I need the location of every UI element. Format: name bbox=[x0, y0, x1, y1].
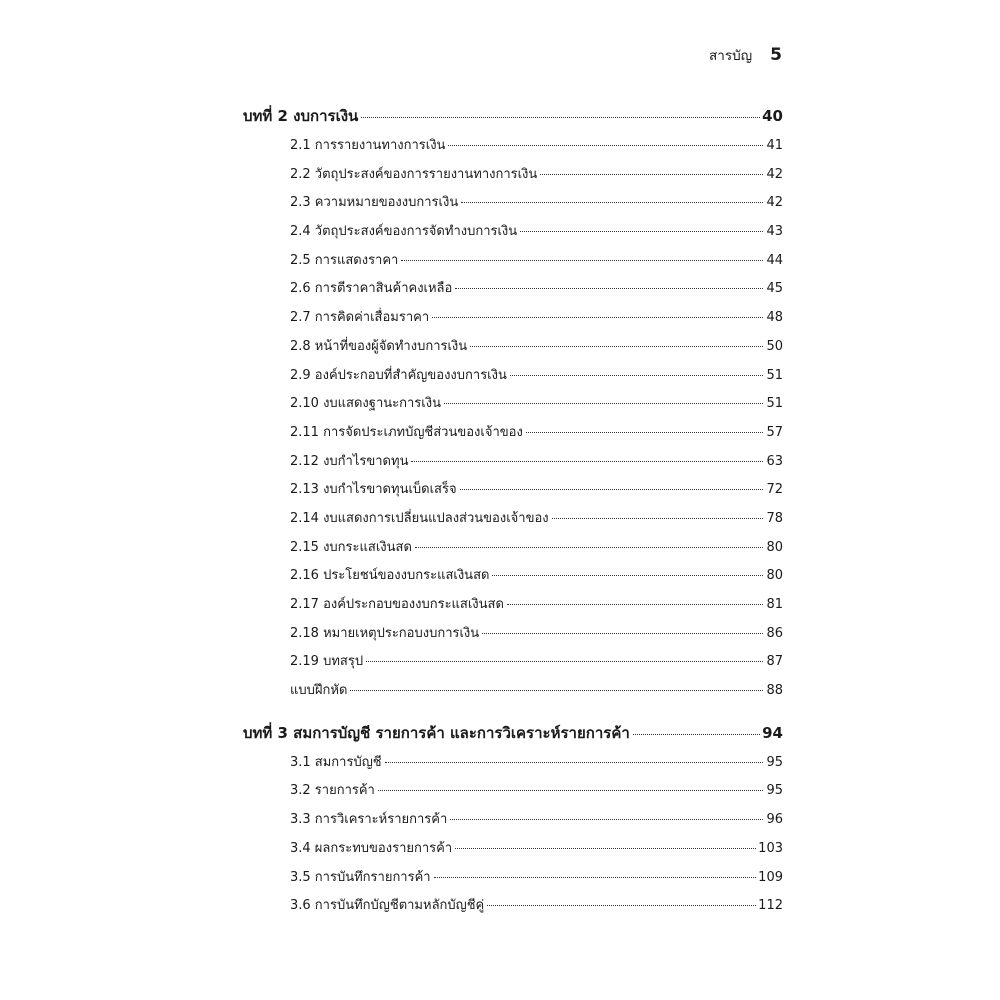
toc-entry bbox=[243, 536, 783, 565]
entry-page: 78 bbox=[766, 510, 783, 526]
entry-page: 81 bbox=[766, 597, 783, 612]
dot-leader bbox=[455, 848, 756, 849]
entry-label: 2.18 หมายเหตุประกอบงบการเงิน bbox=[290, 625, 480, 641]
toc-entry bbox=[243, 837, 783, 866]
entry-label: แบบฝึกหัด bbox=[290, 683, 348, 699]
entry-label: 2.1 การรายงานทางการเงิน bbox=[290, 138, 446, 153]
entry-label: 2.3 ความหมายของงบการเงิน bbox=[290, 195, 459, 211]
entry-page: 63 bbox=[766, 453, 783, 469]
dot-leader bbox=[401, 260, 763, 261]
entry-label: 2.9 องค์ประกอบที่สำคัญของงบการเงิน bbox=[290, 367, 507, 383]
entry-page: 50 bbox=[766, 338, 783, 354]
entry-label: 2.19 บทสรุป bbox=[290, 654, 364, 670]
header-page-number: 5 bbox=[770, 45, 782, 65]
toc-entry bbox=[243, 450, 783, 479]
chapter-2-entries bbox=[243, 134, 783, 708]
entry-label: 3.1 สมการบัญชี bbox=[290, 754, 382, 770]
entry-page: 109 bbox=[758, 869, 783, 885]
dot-leader bbox=[450, 819, 763, 820]
toc-entry bbox=[243, 564, 783, 593]
entry-page: 41 bbox=[766, 138, 783, 153]
dot-leader bbox=[415, 547, 763, 548]
dot-leader bbox=[460, 489, 763, 490]
entry-label: 2.7 การคิดค่าเสื่อมราคา bbox=[290, 310, 430, 326]
entry-label: 3.4 ผลกระทบของรายการค้า bbox=[290, 840, 453, 856]
entry-page: 88 bbox=[766, 683, 783, 699]
entry-page: 51 bbox=[766, 396, 783, 412]
dot-leader bbox=[350, 690, 763, 691]
toc-entry bbox=[243, 478, 783, 507]
chapter-page: 94 bbox=[762, 723, 783, 742]
entry-page: 96 bbox=[766, 812, 783, 828]
chapter-3-entries bbox=[243, 751, 783, 923]
page-header bbox=[709, 44, 782, 72]
dot-leader bbox=[540, 174, 763, 175]
entry-label: 3.5 การบันทึกรายการค้า bbox=[290, 869, 431, 885]
toc-entry bbox=[243, 163, 783, 192]
dot-leader bbox=[507, 604, 763, 605]
dot-leader bbox=[361, 117, 760, 118]
entry-label: 3.6 การบันทึกบัญชีตามหลักบัญชีคู่ bbox=[290, 898, 485, 914]
dot-leader bbox=[492, 575, 763, 576]
entry-page: 80 bbox=[766, 568, 783, 584]
entry-label: 3.3 การวิเคราะห์รายการค้า bbox=[290, 812, 448, 828]
dot-leader bbox=[520, 231, 763, 232]
dot-leader bbox=[366, 661, 763, 662]
entry-page: 72 bbox=[766, 482, 783, 498]
entry-label: 2.12 งบกำไรขาดทุน bbox=[290, 453, 409, 469]
toc-entry bbox=[243, 779, 783, 808]
toc-entry bbox=[243, 894, 783, 923]
entry-label: 3.2 รายการค้า bbox=[290, 783, 375, 799]
toc-entry bbox=[243, 751, 783, 780]
header-title: สารบัญ bbox=[709, 48, 753, 64]
entry-page: 103 bbox=[758, 840, 783, 856]
toc-entry bbox=[243, 593, 783, 622]
dot-leader bbox=[633, 734, 760, 735]
toc-entry bbox=[243, 622, 783, 651]
entry-label: 2.15 งบกระแสเงินสด bbox=[290, 539, 412, 555]
entry-page: 48 bbox=[766, 310, 783, 326]
toc-entry bbox=[243, 866, 783, 895]
dot-leader bbox=[461, 202, 763, 203]
dot-leader bbox=[432, 317, 763, 318]
toc-entry bbox=[243, 507, 783, 536]
entry-page: 95 bbox=[766, 754, 783, 770]
table-of-contents bbox=[243, 104, 783, 923]
toc-entry bbox=[243, 808, 783, 837]
toc-entry bbox=[243, 277, 783, 306]
toc-entry bbox=[243, 249, 783, 278]
dot-leader bbox=[411, 461, 763, 462]
dot-leader bbox=[448, 145, 763, 146]
dot-leader bbox=[434, 877, 757, 878]
entry-label: 2.14 งบแสดงการเปลี่ยนแปลงส่วนของเจ้าของ bbox=[290, 510, 549, 526]
entry-label: 2.16 ประโยชน์ของงบกระแสเงินสด bbox=[290, 568, 490, 584]
entry-page: 112 bbox=[758, 898, 783, 914]
chapter-spacer bbox=[243, 708, 783, 721]
entry-page: 86 bbox=[766, 625, 783, 641]
dot-leader bbox=[487, 905, 756, 906]
entry-page: 80 bbox=[766, 539, 783, 555]
entry-label: 2.17 องค์ประกอบของงบกระแสเงินสด bbox=[290, 597, 504, 612]
toc-entry bbox=[243, 220, 783, 249]
entry-page: 57 bbox=[766, 424, 783, 440]
entry-label: 2.2 วัตถุประสงค์ของการรายงานทางการเงิน bbox=[290, 166, 538, 182]
dot-leader bbox=[510, 375, 763, 376]
toc-entry bbox=[243, 392, 783, 421]
dot-leader bbox=[455, 288, 763, 289]
entry-label: 2.6 การตีราคาสินค้าคงเหลือ bbox=[290, 281, 453, 297]
toc-entry bbox=[243, 421, 783, 450]
toc-entry bbox=[243, 134, 783, 163]
entry-label: 2.10 งบแสดงฐานะการเงิน bbox=[290, 396, 441, 412]
toc-entry bbox=[243, 650, 783, 679]
entry-label: 2.8 หน้าที่ของผู้จัดทำงบการเงิน bbox=[290, 338, 468, 354]
toc-entry bbox=[243, 306, 783, 335]
dot-leader bbox=[526, 432, 763, 433]
entry-label: 2.5 การแสดงราคา bbox=[290, 252, 399, 268]
entry-page: 44 bbox=[766, 252, 783, 268]
entry-page: 87 bbox=[766, 654, 783, 670]
dot-leader bbox=[482, 633, 763, 634]
chapter-title: บทที่ 2 งบการเงิน bbox=[243, 107, 359, 125]
toc-entry bbox=[243, 364, 783, 393]
entry-page: 45 bbox=[766, 281, 783, 297]
toc-entry bbox=[243, 191, 783, 220]
entry-label: 2.11 การจัดประเภทบัญชีส่วนของเจ้าของ bbox=[290, 424, 523, 440]
entry-label: 2.13 งบกำไรขาดทุนเบ็ดเสร็จ bbox=[290, 482, 457, 498]
entry-label: 2.4 วัตถุประสงค์ของการจัดทำงบการเงิน bbox=[290, 224, 518, 240]
entry-page: 43 bbox=[766, 224, 783, 240]
dot-leader bbox=[385, 762, 763, 763]
toc-entry bbox=[243, 679, 783, 708]
entry-page: 95 bbox=[766, 783, 783, 799]
entry-page: 51 bbox=[766, 367, 783, 383]
chapter-2-heading bbox=[243, 104, 783, 134]
entry-page: 42 bbox=[766, 166, 783, 182]
chapter-3-heading bbox=[243, 721, 783, 751]
dot-leader bbox=[378, 790, 763, 791]
dot-leader bbox=[444, 403, 763, 404]
entry-page: 42 bbox=[766, 195, 783, 211]
dot-leader bbox=[552, 518, 763, 519]
chapter-title: บทที่ 3 สมการบัญชี รายการค้า และการวิเคราะห์รายการค้า bbox=[243, 723, 630, 742]
chapter-page: 40 bbox=[762, 107, 783, 125]
dot-leader bbox=[470, 346, 763, 347]
toc-entry bbox=[243, 335, 783, 364]
